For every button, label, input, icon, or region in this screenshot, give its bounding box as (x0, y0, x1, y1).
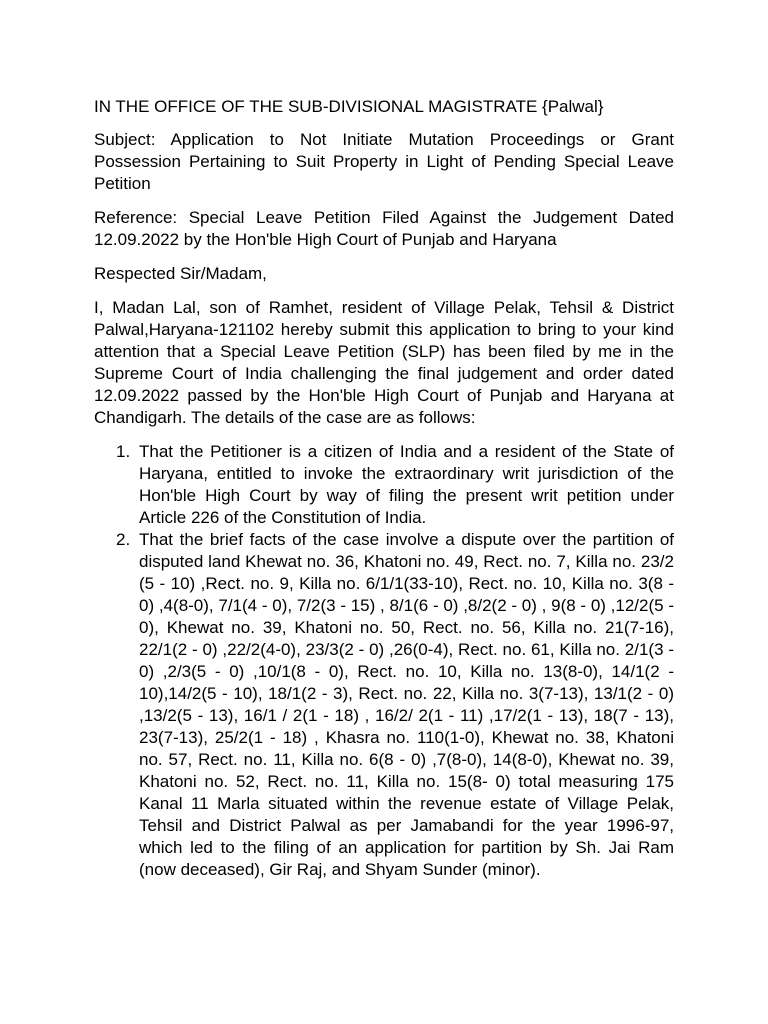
list-item-number: 2. (116, 530, 131, 549)
subject-line: Subject: Application to Not Initiate Mutation Proceedings or Grant Possession Pertaining to Suit Property in Light of Pending Special Leave Petition (94, 130, 674, 193)
list-item (94, 441, 674, 529)
list-item (94, 529, 674, 881)
document-heading: IN THE OFFICE OF THE SUB-DIVISIONAL MAGISTRATE {Palwal} (94, 97, 604, 116)
list-item-text: That the Petitioner is a citizen of India and a resident of the State of Haryana, entitled to invoke the extraordinary writ jurisdiction of the Hon'ble High Court by way of filing the present writ petition under Article 226 of the Constitution of India. (139, 442, 674, 527)
case-facts-list (94, 441, 674, 881)
reference-line: Reference: Special Leave Petition Filed Against the Judgement Dated 12.09.2022 by the Hon'ble High Court of Punjab and Haryana (94, 208, 674, 249)
salutation: Respected Sir/Madam, (94, 264, 267, 283)
list-item-number: 1. (116, 442, 131, 461)
intro-paragraph: I, Madan Lal, son of Ramhet, resident of Village Pelak, Tehsil & District Palwal,Haryana-121102 hereby submit this application to bring to your kind attention that a Special Leave Petition (SLP) has been filed by me in the Supreme Court of India challenging the final judgement and order dated 12.09.2022 passed by the Hon'ble High Court of Punjab and Haryana at Chandigarh. The details of the case are as follows: (94, 298, 674, 427)
list-item-text: That the brief facts of the case involve a dispute over the partition of disputed land Khewat no. 36, Khatoni no. 49, Rect. no. 7, Killa no. 23/2 (5 - 10) ,Rect. no. 9, Killa no. 6/1/1(33-10), Rect. no. 10, Killa no. 3(8 - 0) ,4(8-0), 7/1(4 - 0), 7/2(3 - 15) , 8/1(6 - 0) ,8/2(2 - 0) , 9(8 - 0) ,12/2(5 - 0), Khewat no. 39, Khatoni no. 50, Rect. no. 56, Killa no. 21(7-16), 22/1(2 - 0) ,22/2(4-0), 23/3(2 - 0) ,26(0-4), Rect. no. 61, Killa no. 2/1(3 - 0) ,2/3(5 - 0) ,10/1(8 - 0), Rect. no. 10, Killa no. 13(8-0), 14/1(2 - 10),14/2(5 - 10), 18/1(2 - 3), Rect. no. 22, Killa no. 3(7-13), 13/1(2 - 0) ,13/2(5 - 13), 16/1 / 2(1 - 18) , 16/2/ 2(1 - 11) ,17/2(1 - 13), 18(7 - 13), 23(7-13), 25/2(1 - 18) , Khasra no. 110(1-0), Khewat no. 38, Khatoni no. 57, Rect. no. 11, Killa no. 6(8 - 0) ,7(8-0), 14(8-0), Khewat no. 39, Khatoni no. 52, Rect. no. 11, Killa no. 15(8- 0) total measuring 175 Kanal 11 Marla situated within the revenue estate of Village Pelak, Tehsil and District Palwal as per Jamabandi for the year 1996-97, which led to the filing of an application for partition by Sh. Jai Ram (now deceased), Gir Raj, and Shyam Sunder (minor). (139, 530, 674, 879)
